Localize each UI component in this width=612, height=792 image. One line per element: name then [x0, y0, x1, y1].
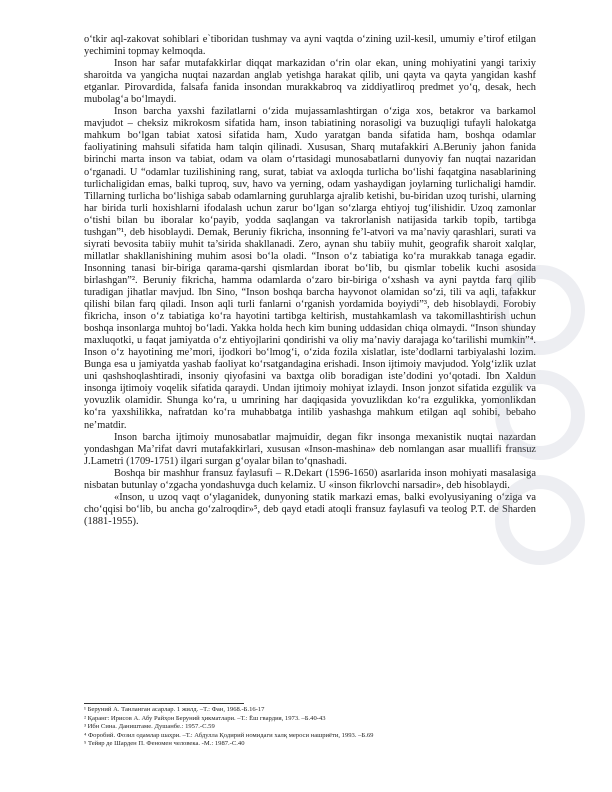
paragraph: Boshqa bir mashhur fransuz faylasufi – R.Dekart (1596-1650) asarlarida inson mohiyati masalasiga nisbatan butunlay o‘zgacha yondashuvga duch kelamiz. U «inson fikrlovchi narsadir», deb hisoblaydi. [84, 467, 536, 491]
footnotes [84, 706, 536, 749]
body-text [84, 34, 536, 528]
footnote: ¹ Беруний А. Танланган асарлар. 1 жилд. –Т.: Фан, 1968.-Б.16-17 [84, 706, 265, 713]
paragraph: Inson har safar mutafakkirlar diqqat markazidan o‘rin olar ekan, uning mohiyatini yangi tarixiy sharoitda va yangicha nuqtai nazardan anglab yetishga harakat qilib, uni qayta va qayta yangidan kashf etganlar. Pirovardida, falsafa fanida insondan murakkabroq va ziddiyatliroq predmet yo‘q, desak, hech mubolag‘a bo‘lmaydi. [84, 58, 536, 106]
footnote: ³ Ибн Сина. Даништаме. Душанбе.: 1957.-С.59 [84, 723, 215, 731]
footnote: ⁵ Тейяр де Шарден П. Феномен человека. -М.: 1987.-С.40 [84, 740, 245, 748]
paragraph: Inson barcha yaxshi fazilatlarni o‘zida mujassamlashtirgan o‘ziga xos, betakror va barkamol mavjudot – cheksiz mikrokosm sifatida ham, inson tabiatining norasoligi va buzuqligi tufayli halokatga mahkum bo‘lgan tabiat xatosi sifatida ham, Xudo yaratgan banda sifatida ham, boshqa odamlar faoliyatining mahsuli sifatida ham talqin qilinadi. Xususan, Sharq mutafakkiri A.Beruniy jahon fanida birinchi marta inson va tabiat, odam va olam o‘rtasidagi munosabatlarni dunyoviy fan nuqtai nazaridan o‘rganadi. U “odamlar tuzilishining rang, surat, tabiat va axloqda turlicha bo‘lishi faqatgina nasablarining turlichaligidan emas, balki tuproq, suv, havo va yerning, odam yashaydigan joylarning turlichaligi hamdir. Tillarning turlicha bo‘lishiga sabab odamlarning guruhlarga ajralib ketishi, bu-biridan uzoq turishi, ularning har birida turli hoxishlarni ifodalash uchun zarur bo‘lgan so‘zlarga ehtiyoj tug‘ilishidir. Uzoq zamonlar o‘tishi bilan bu iboralar ko‘payib, yodda saqlangan va takrorlanish natijasida tarkib topib, tartibga tushgan”¹, deb hisoblaydi. Demak, Beruniy fikricha, insonning fe’l-atvori va ma’naviy qarashlari, surati va siyrati bevosita tabiiy muhit ta’sirida shakllanadi. Zero, aynan shu tabiiy muhit, geografik sharoit xalqlar, millatlar shakllanishining muhim asosi bo‘la oladi. “Inson o‘z tabiatiga ko‘ra murakkab tanaga egadir. Insonning tanasi bir-biriga qarama-qarshi qismlardan iborat bo‘lib, bu qismlar tobelik kuchi asosida birlashgan”². Beruniy fikricha, hamma odamlarda o‘zaro bir-biriga o‘xshash va ayni paytda farq qilib turadigan jihatlar mavjud. Ibn Sino, “Inson boshqa barcha hayvonot olamidan so‘zi, tili va aqli, tafakkur qilishi bilan farq qiladi. Inson aqli turli fanlarni o‘rganish yordamida boyiydi”³, deb hisoblaydi. Forobiy fikricha, inson o‘z tabiatiga ko‘ra hayotini tartibga keltirish, mustahkamlash va takomillashtirish uchun boshqa insonlarga muhtoj bo‘ladi. Yakka holda hech kim buning uddasidan chiqa olmaydi. “Inson shunday maxluqotki, u faqat jamiyatda o‘z ehtiyojlarini qondirishi va oliy ma’naviy darajaga ko‘tarilishi mumkin”⁴. Inson o‘z hayotining me’mori, ijodkori bo‘lmog‘i, o‘zida fozila xislatlar, iste’dodlarni tarbiyalashi lozim. Bunga esa u jamiyatda yashab faoliyat ko‘rsatgandagina erishadi. Inson ijtimoiy mavjudod. Yolg‘izlik uzlat uni qashshoqlashtiradi, insoniy qiyofasini va baxtga olib boradigan iste’dodini yo‘qotadi. Ibn Xaldun insonga ijtimoiy voqelik sifatida qaraydi. Undan ijtimoiy mohiyat izlaydi. Inson jonzot sifatida ezgulik va yovuzlik olamidir. Shunga ko‘ra, u umrining har daqiqasida yovuzlikdan ko‘ra ezgulikka, yomonlikdan ko‘ra yaxshilikka, nafratdan ko‘ra muhabbatga intilib yashashga mahkum etilgan aql sohibi, bebaho ne’matdir. [84, 106, 536, 431]
paragraph: «Inson, u uzoq vaqt o‘ylaganidek, dunyoning statik markazi emas, balki evolyusiyaning o‘ziga va cho‘qqisi bo‘lib, bu ancha go‘zalroqdir»⁵, deb qayd etadi atoqli fransuz faylasufi va teolog P.T. de Sharden (1881-1955). [84, 491, 536, 527]
footnote: ⁴ Форобий. Фозил одамлар шаҳри. –Т.: Абдулла Қодирий номидаги халқ мероси нашриёти, 1993. –Б.69 [84, 731, 374, 739]
footnote: ² Қаранг: Ирисов А. Абу Райҳон Беруний ҳикматлари. –Т.: Ёш гвардия, 1973. –Б.40-43 [84, 714, 326, 722]
footnote-divider [84, 703, 244, 704]
paragraph: Inson barcha ijtimoiy munosabatlar majmuidir, degan fikr insonga mexanistik nuqtai nazardan yondashgan Ma’rifat davri mutafakkirlari, xususan «Inson-mashina» deb nomlangan asar muallifi fransuz J.Lametri (1709-1751) ilgari surgan g‘oyalar bilan to‘qnashadi. [84, 431, 536, 467]
paragraph: o‘tkir aql-zakovat sohiblari e`tiboridan tushmay va ayni vaqtda o‘zining uzil-kesil, umumiy e’tirof etilgan yechimini topmay kelmoqda. [84, 34, 536, 58]
